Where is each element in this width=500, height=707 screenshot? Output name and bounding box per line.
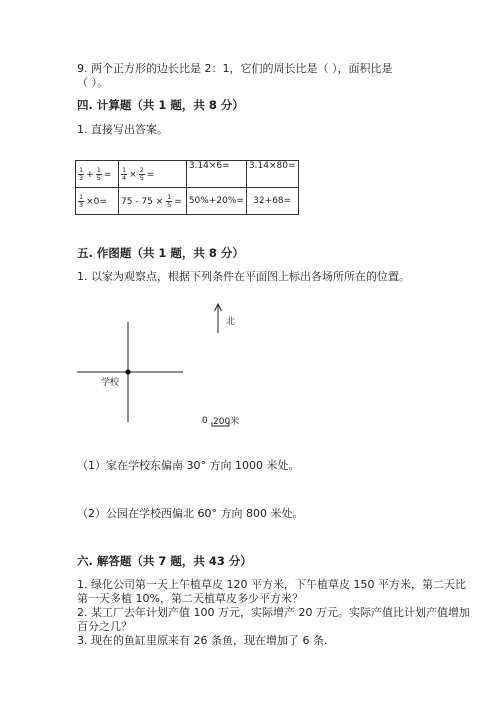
fraction: $\frac{1}{3}$ xyxy=(79,192,84,209)
fraction: $\frac{1}{3}$ xyxy=(79,165,84,182)
table-cell: $\frac{1}{4}$ × $\frac{2}{5}$ = xyxy=(119,161,187,188)
section-6-q2-line2: 百分之几？ xyxy=(77,620,132,633)
section-5-item-1: （1）家在学校东偏南 30° 方向 1000 米处。 xyxy=(77,459,300,472)
fraction: $\frac{2}{5}$ xyxy=(139,165,144,182)
school-point xyxy=(125,369,130,374)
fraction: $\frac{1}{5}$ xyxy=(167,192,172,209)
table-cell: $\frac{1}{3}$ ×0= xyxy=(76,188,119,215)
table-cell: 32+68= xyxy=(246,188,298,215)
table-cell: $\frac{1}{3}$ + $\frac{1}{5}$ = xyxy=(76,161,119,188)
section-5-intro: 1. 以家为观察点，根据下列条件在平面图上标出各场所所在的位置。 xyxy=(77,270,410,283)
table-cell: 50%+20%= xyxy=(186,188,246,215)
fraction: $\frac{1}{5}$ xyxy=(96,165,101,182)
fraction: $\frac{1}{4}$ xyxy=(122,165,127,182)
table-cell: 3.14×6= xyxy=(186,161,246,188)
section-6-q3-line1: 3. 现在的鱼缸里原来有 26 条鱼，现在增加了 6 条. xyxy=(77,634,328,647)
school-label: 学校 xyxy=(101,378,120,388)
section-5-heading: 五. 作图题（共 1 题，共 8 分） xyxy=(77,246,244,260)
section-5-item-2: （2）公园在学校西偏北 60° 方向 800 米处。 xyxy=(77,507,304,520)
scale-zero-label: 0 xyxy=(202,416,208,426)
table-cell: 3.14×80= xyxy=(246,161,298,188)
section-4-heading: 四. 计算题（共 1 题，共 8 分） xyxy=(77,98,244,112)
section-6-q1-line1: 1. 绿化公司第一天上午植草皮 120 平方米，下午植草皮 150 平方米，第二天比 xyxy=(77,578,466,591)
scale-distance-label: 200米 xyxy=(213,417,240,427)
question-9-line1: 9. 两个正方形的边长比是 2：1，它们的周长比是（ ），面积比是 xyxy=(77,62,393,75)
question-9-line2: （ ）。 xyxy=(77,76,108,89)
table-cell: 75 - 75 × $\frac{1}{5}$ = xyxy=(119,188,187,215)
north-label: 北 xyxy=(226,317,236,327)
section-6-heading: 六. 解答题（共 7 题，共 43 分） xyxy=(77,554,252,568)
section-6-q1-line2: 第一天多植 10%，第二天植草皮多少平方米？ xyxy=(77,592,303,605)
section-4-intro: 1. 直接写出答案。 xyxy=(77,123,168,136)
section-6-q2-line1: 2. 某工厂去年计划产值 100 万元，实际增产 20 万元。实际产值比计划产值增加 xyxy=(77,606,470,619)
